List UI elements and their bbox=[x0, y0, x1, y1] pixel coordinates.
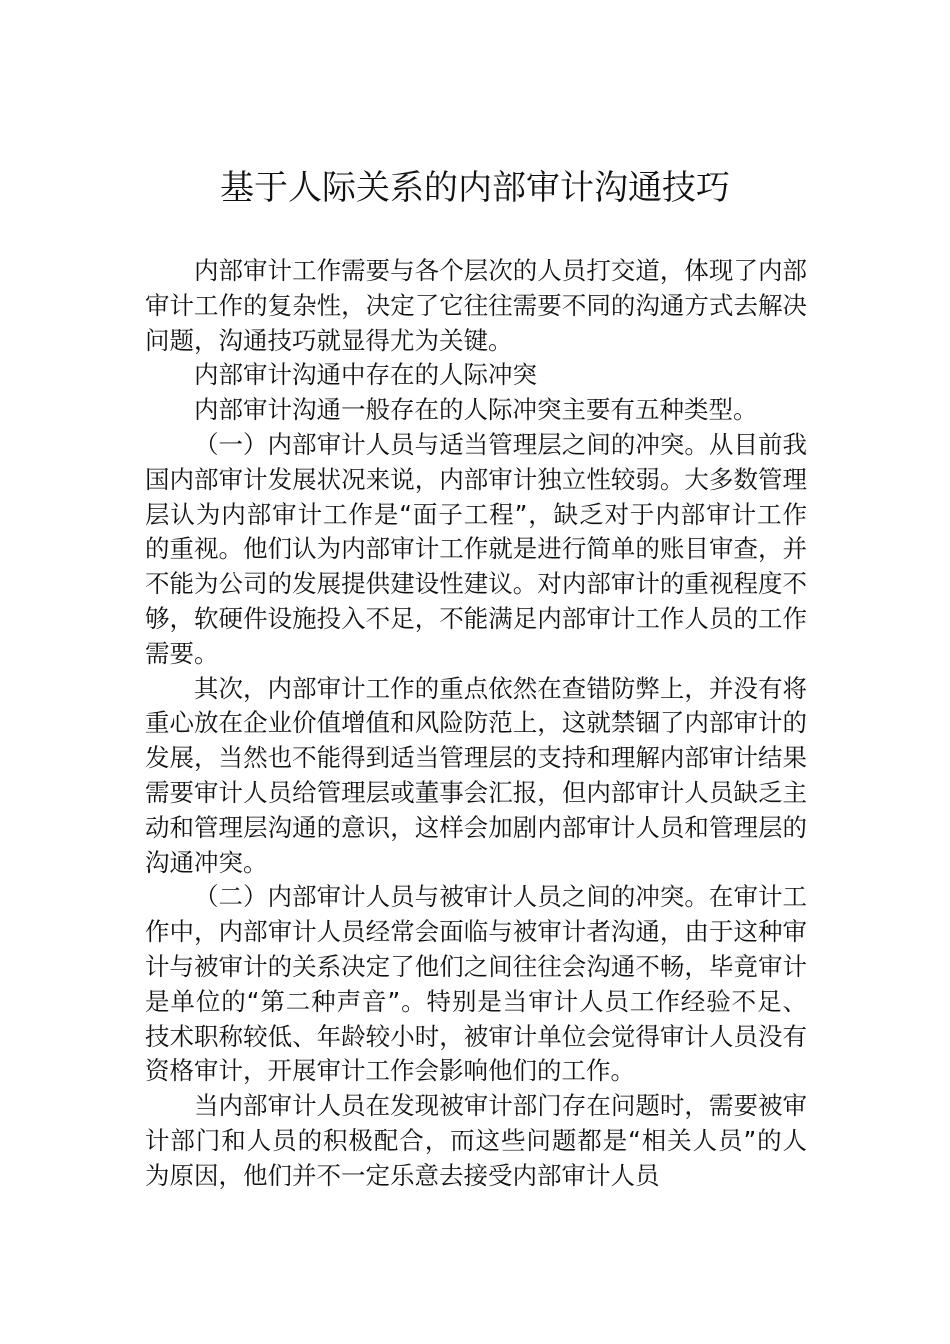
paragraph-secondly: 其次，内部审计工作的重点依然在查错防弊上，并没有将重心放在企业价值增值和风险防范上，这就禁锢了内部审计的发展，当然也不能得到适当管理层的支持和理解内部审计结果需要审计人员给管理层或董事会汇报，但内部审计人员缺乏主动和管理层沟通的意识，这样会加剧内部审计人员和管理层的沟通冲突。 bbox=[145, 673, 807, 877]
paragraph-conflict-management: （一）内部审计人员与适当管理层之间的冲突。从目前我国内部审计发展状况来说，内部审计独立性较弱。大多数管理层认为内部审计工作是“面子工程”，缺乏对于内部审计工作的重视。他们认为内部审计工作就是进行简单的账目审查，并不能为公司的发展提供建设性建议。对内部审计的重视程度不够，软硬件设施投入不足，不能满足内部审计工作人员的工作需要。 bbox=[145, 429, 807, 668]
paragraph-problems-found: 当内部审计人员在发现被审计部门存在问题时，需要被审计部门和人员的积极配合，而这些问题都是“相关人员”的人为原因，他们并不一定乐意去接受内部审计人员 bbox=[145, 1091, 807, 1190]
document-title: 基于人际关系的内部审计沟通技巧 bbox=[220, 168, 730, 208]
paragraph-intro: 内部审计工作需要与各个层次的人员打交道，体现了内部审计工作的复杂性，决定了它往往需要不同的沟通方式去解决问题，沟通技巧就显得尤为关键。 bbox=[145, 256, 807, 355]
document-body bbox=[145, 254, 807, 1194]
paragraph-overview: 内部审计沟通一般存在的人际冲突主要有五种类型。 bbox=[194, 395, 758, 425]
paragraph-conflict-auditees: （二）内部审计人员与被审计人员之间的冲突。在审计工作中，内部审计人员经常会面临与被审计者沟通，由于这种审计与被审计的关系决定了他们之间往往会沟通不畅，毕竟审计是单位的“第二种声音”。特别是当审计人员工作经验不足、技术职称较低、年龄较小时，被审计单位会觉得审计人员没有资格审计，开展审计工作会影响他们的工作。 bbox=[145, 882, 807, 1086]
section-heading: 内部审计沟通中存在的人际冲突 bbox=[194, 360, 537, 390]
